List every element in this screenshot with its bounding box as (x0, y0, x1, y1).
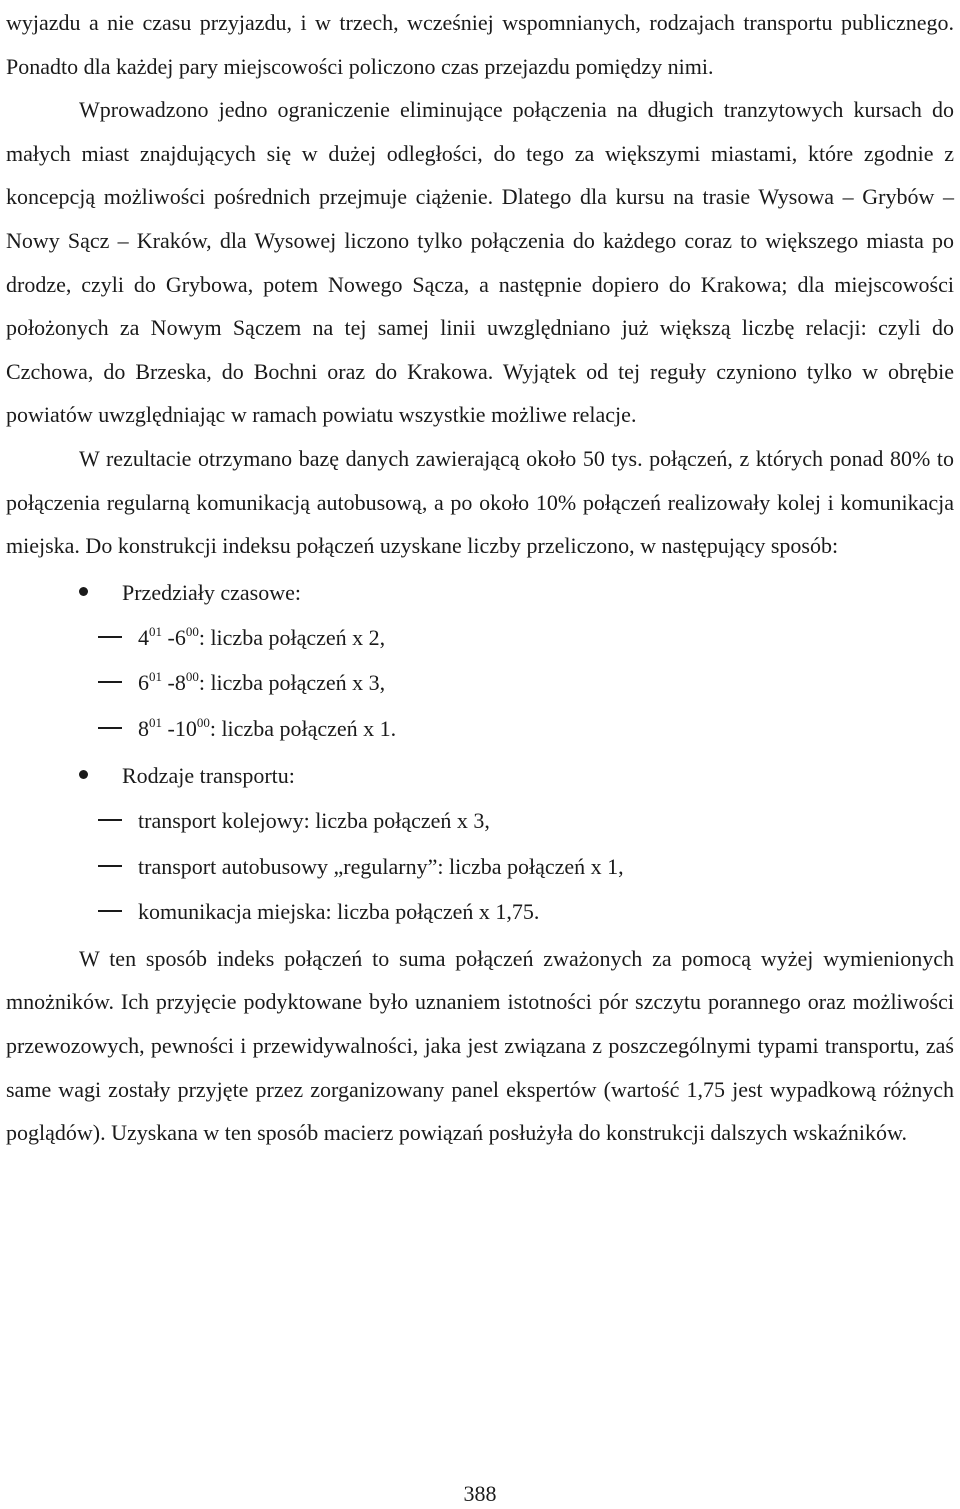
dash-icon (98, 636, 122, 638)
time-range-item: $8^{01}$ $-10^{00}$: liczba połączeń x 1. (6, 706, 954, 752)
document-page (6, 0, 954, 1155)
transport-type-item: transport autobusowy „regularny”: liczba połączeń x 1, (6, 844, 954, 890)
dash-icon (98, 681, 122, 683)
time-range-item: $6^{01}$ $-8^{00}$: liczba połączeń x 3, (6, 660, 954, 706)
transport-types-title: Rodzaje transportu: (122, 763, 295, 789)
weighting-list (6, 570, 954, 935)
time-range-item: $4^{01}$ $-6^{00}$: liczba połączeń x 2, (6, 615, 954, 661)
dash-icon (98, 727, 122, 729)
bullet-icon (79, 587, 88, 596)
paragraph-restriction: Wprowadzono jedno ograniczenie eliminujące połączenia na długich tranzytowych kursach do małych miast znajdujących się w dużej odległości, do tego za większymi miastami, które zgodnie z koncepcją możliwości pośrednich przejmuje ciążenie. Dlatego dla kursu na trasie Wysowa – Grybów – Nowy Sącz – Kraków, dla Wysowej liczono tylko połączenia do każdego coraz to większego miasta po drodze, czyli do Grybowa, potem Nowego Sącza, a następnie dopiero do Krakowa; dla miejscowości położonych za Nowym Sączem na tej samej linii uwzględniano już większą liczbę relacji: czyli do Czchowa, do Brzeska, do Bochni oraz do Krakowa. Wyjątek od tej reguły czyniono tylko w obrębie powiatów uwzględniając w ramach powiatu wszystkie możliwe relacje. (6, 97, 954, 428)
paragraph-continuation: wyjazdu a nie czasu przyjazdu, i w trzech, wcześniej wspomnianych, rodzajach transportu publicznego. Ponadto dla każdej pary miejscowości policzono czas przejazdu pomiędzy nimi. (6, 10, 954, 79)
page-number: 388 (463, 1481, 497, 1506)
time-ranges-sublist (6, 615, 954, 752)
dash-icon (98, 865, 122, 867)
dash-icon (98, 910, 122, 912)
transport-type-item: komunikacja miejska: liczba połączeń x 1,75. (6, 889, 954, 935)
paragraph-conclusion: W ten sposób indeks połączeń to suma połączeń zważonych za pomocą wyżej wymienionych mnożników. Ich przyjęcie podyktowane było uznaniem istotności pór szczytu porannego oraz możliwości przewozowych, pewności i przewidywalności, jaka jest związana z poszczególnymi typami transportu, zaś same wagi zostały przyjęte przez zorganizowany panel ekspertów (wartość 1,75 jest wypadkową różnych poglądów). Uzyskana w ten sposób macierz powiązań posłużyła do konstrukcji dalszych wskaźników. (6, 945, 954, 1146)
time-ranges-title: Przedziały czasowe: (122, 579, 301, 605)
transport-types-sublist (6, 798, 954, 935)
paragraph-results: W rezultacie otrzymano bazę danych zawierającą około 50 tys. połączeń, z których ponad 80% to połączenia regularną komunikacją autobusową, a po około 10% połączeń realizowały kolej i komunikacja miejska. Do konstrukcji indeksu połączeń uzyskane liczby przeliczono, w następujący sposób: (6, 445, 954, 559)
transport-type-item: transport kolejowy: liczba połączeń x 3, (6, 798, 954, 844)
dash-icon (98, 819, 122, 821)
bullet-transport-types (6, 753, 954, 798)
bullet-time-ranges (6, 570, 954, 615)
bullet-icon (79, 770, 88, 779)
